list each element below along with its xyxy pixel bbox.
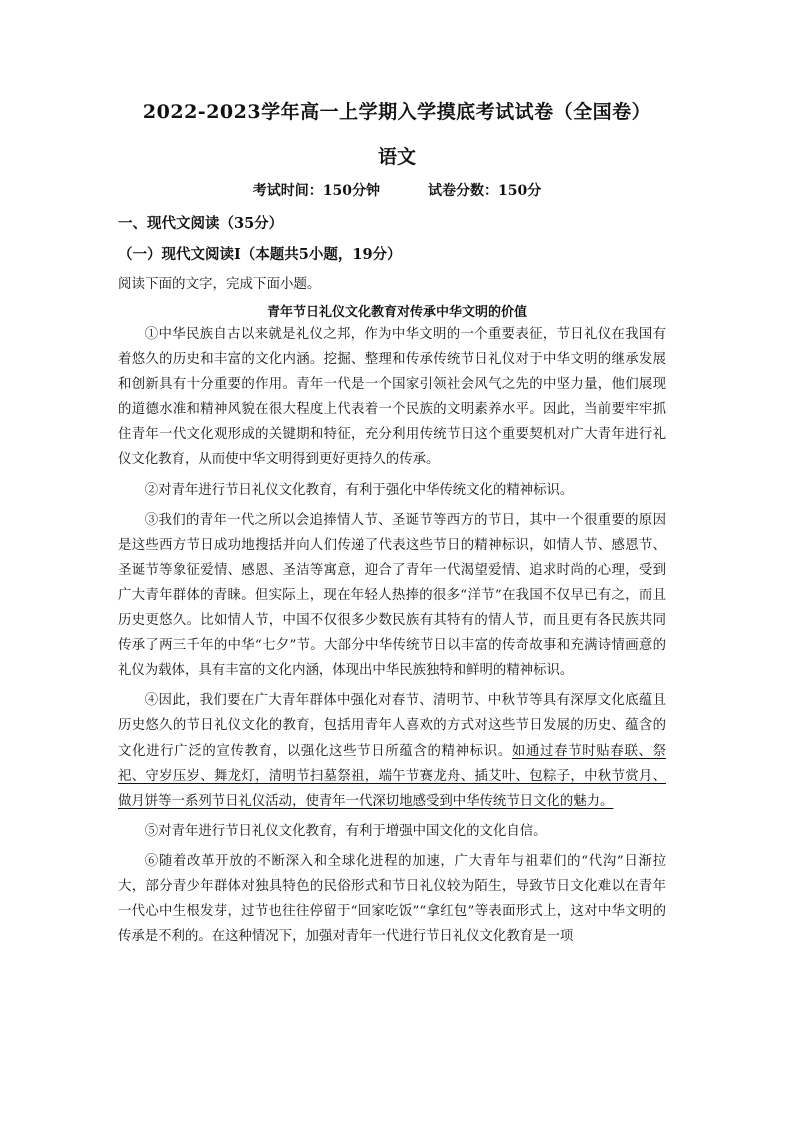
paragraph-6: ⑥随着改革开放的不断深入和全球化进程的加速，广大青年与祖辈们的“代沟”日渐拉大，部分青少年群体对独具特色的民俗形式和节日礼仪较为陌生，导致节日文化难以在青年一代心中生根发芽，过节也往往停留于“回家吃饭”“拿红包”等表面形式上，这对中华文明的传承是不利的。在这种情况下，加强对青年一代进行节日礼仪文化教育是一项	[118, 853, 666, 945]
paragraph-3: ③我们的青年一代之所以会追捧情人节、圣诞节等西方的节日，其中一个很重要的原因是这些西方节日成功地搜括并向人们传递了代表这些节日的精神标识，如情人节、感恩节、圣诞节等象征爱情、感恩、圣洁等寓意，迎合了青年一代渴望爱情、追求时尚的心理，受到广大青年群体的青睐。但实际上，现在年轻人热捧的很多“洋节”在我国不仅早已有之，而且历史更悠久。比如情人节，中国不仅很多少数民族有其特有的情人节，而且更有各民族共同传承了两三千年的中华“七夕”节。大部分中华传统节日以丰富的传奇故事和充满诗情画意的礼仪为载体，具有丰富的文化内涵，体现出中华民族独特和鲜明的精神标识。	[118, 512, 666, 679]
subject-heading: 语文	[377, 146, 416, 168]
paragraph-1: ①中华民族自古以来就是礼仪之邦，作为中华文明的一个重要表征，节日礼仪在我国有着悠久的历史和丰富的文化内涵。挖掘、整理和传承传统节日礼仪对于中华文明的继承发展和创新具有十分重要的作用。青年一代是一个国家引领社会风气之先的中坚力量，他们展现的道德水准和精神风貌在很大程度上代表着一个民族的文明素养水平。因此，当前要牢牢抓住青年一代文化观形成的关键期和特征，充分利用传统节日这个重要契机对广大青年进行礼仪文化教育，从而使中华文明得到更好更持久的传承。	[118, 327, 666, 468]
underlined-sentence: 如通过春节时贴春联、祭祀、守岁压岁、舞龙灯，清明节扫墓祭祖，端午节赛龙舟、插艾叶、包粽子，中秋节赏月、做月饼等一系列节日礼仪活动，使青年一代深切地感受到中华传统节日文化的魅力。	[118, 743, 666, 809]
exam-title: 2022-2023学年高一上学期入学摸底考试试卷（全国卷）	[142, 101, 652, 123]
article-body	[118, 322, 666, 954]
exam-score: 试卷分数：150分	[428, 183, 542, 199]
paragraph-4-text: ④因此，我们要在广大青年群体中强化对春节、清明节、中秋节等具有深厚文化底蕴且历史悠久的节日礼仪文化的教育，包括用青年人喜欢的方式对这些节日发展的历史、蕴含的文化进行广泛的宣传教育，以强化这些节日所蕴含的精神标识。	[118, 693, 666, 759]
paragraph-4	[118, 688, 666, 813]
subsection-heading: （一）现代文阅读Ⅰ（本题共5小题，19分）	[118, 246, 402, 263]
exam-time: 考试时间：150分钟	[252, 183, 380, 199]
paragraph-2: ②对青年进行节日礼仪文化教育，有利于强化中华传统文化的精神标识。	[144, 482, 574, 498]
instruction-text: 阅读下面的文字，完成下面小题。	[118, 276, 321, 292]
article-title: 青年节日礼仪文化教育对传承中华文明的价值	[266, 305, 527, 320]
exam-meta	[0, 180, 794, 200]
section-heading: 一、现代文阅读（35分）	[118, 215, 284, 232]
paragraph-5: ⑤对青年进行节日礼仪文化教育，有利于增强中国文化的文化自信。	[144, 823, 547, 839]
